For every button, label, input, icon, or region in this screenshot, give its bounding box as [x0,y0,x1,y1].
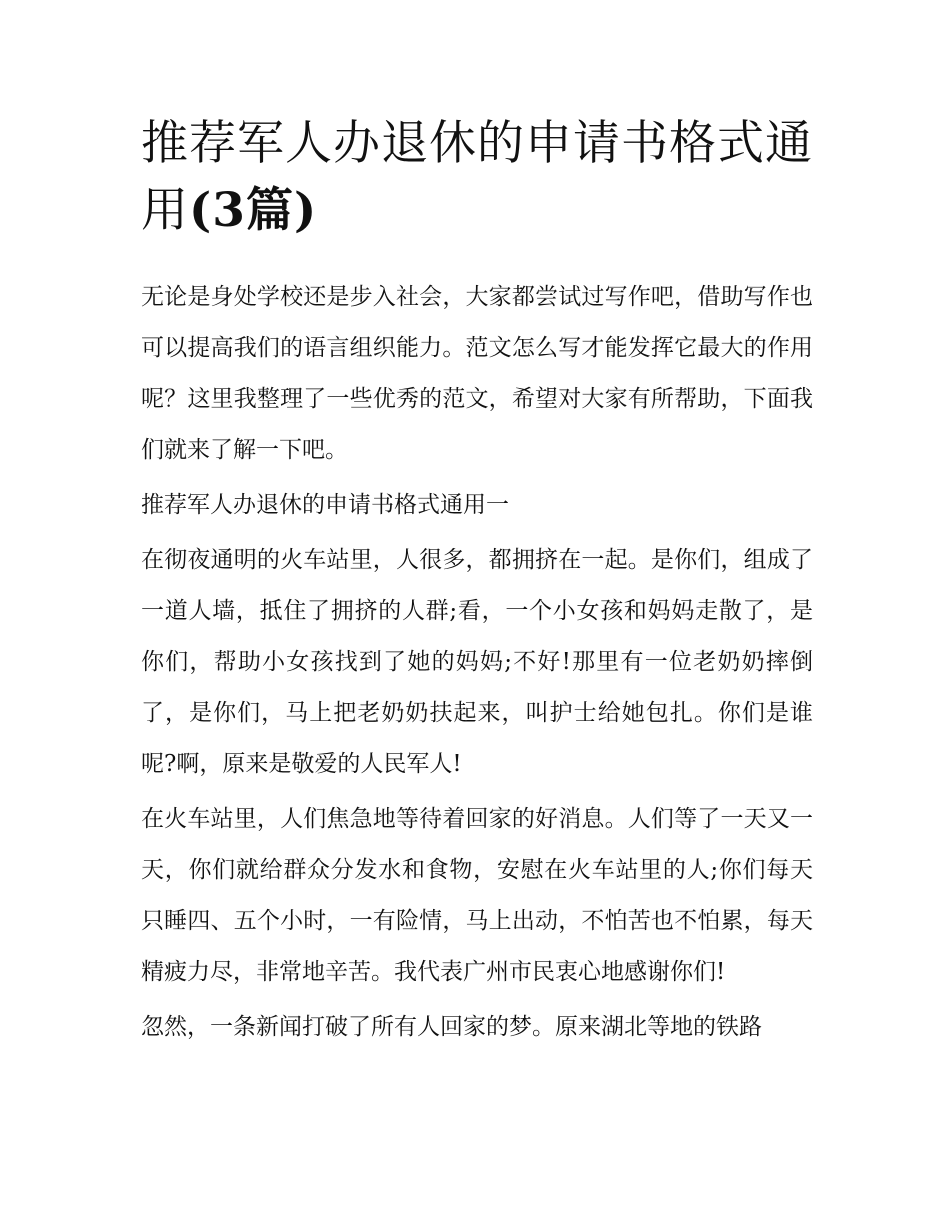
body-paragraph: 在火车站里，人们焦急地等待着回家的好消息。人们等了一天又一天，你们就给群众分发水和食物，安慰在火车站里的人;你们每天只睡四、五个小时，一有险情，马上出动，不怕苦也不怕累，每天精疲力尽，非常地辛苦。我代表广州市民衷心地感谢你们! [141,806,813,985]
body-paragraph: 在彻夜通明的火车站里，人很多，都拥挤在一起。是你们，组成了一道人墙，抵住了拥挤的人群;看，一个小女孩和妈妈走散了，是你们，帮助小女孩找到了她的妈妈;不好!那里有一位老奶奶摔倒了，是你们，马上把老奶奶扶起来，叫护士给她包扎。你们是谁呢?啊，原来是敬爱的人民军人! [141,547,813,777]
section-heading: 推荐军人办退休的申请书格式通用一 [141,492,509,518]
document-title-main: 推荐军人办退休的申请书格式通用 [141,116,813,238]
intro-paragraph: 无论是身处学校还是步入社会，大家都尝试过写作吧，借助写作也可以提高我们的语言组织能力。范文怎么写才能发挥它最大的作用呢？这里我整理了一些优秀的范文，希望对大家有所帮助，下面我们就来了解一下吧。 [141,284,813,463]
document-body [141,272,813,1053]
body-paragraph: 忽然，一条新闻打破了所有人回家的梦。原来湖北等地的铁路 [141,1014,762,1040]
document-title [141,110,813,244]
document-title-count: (3篇) [189,183,318,238]
document-page [141,110,813,1053]
